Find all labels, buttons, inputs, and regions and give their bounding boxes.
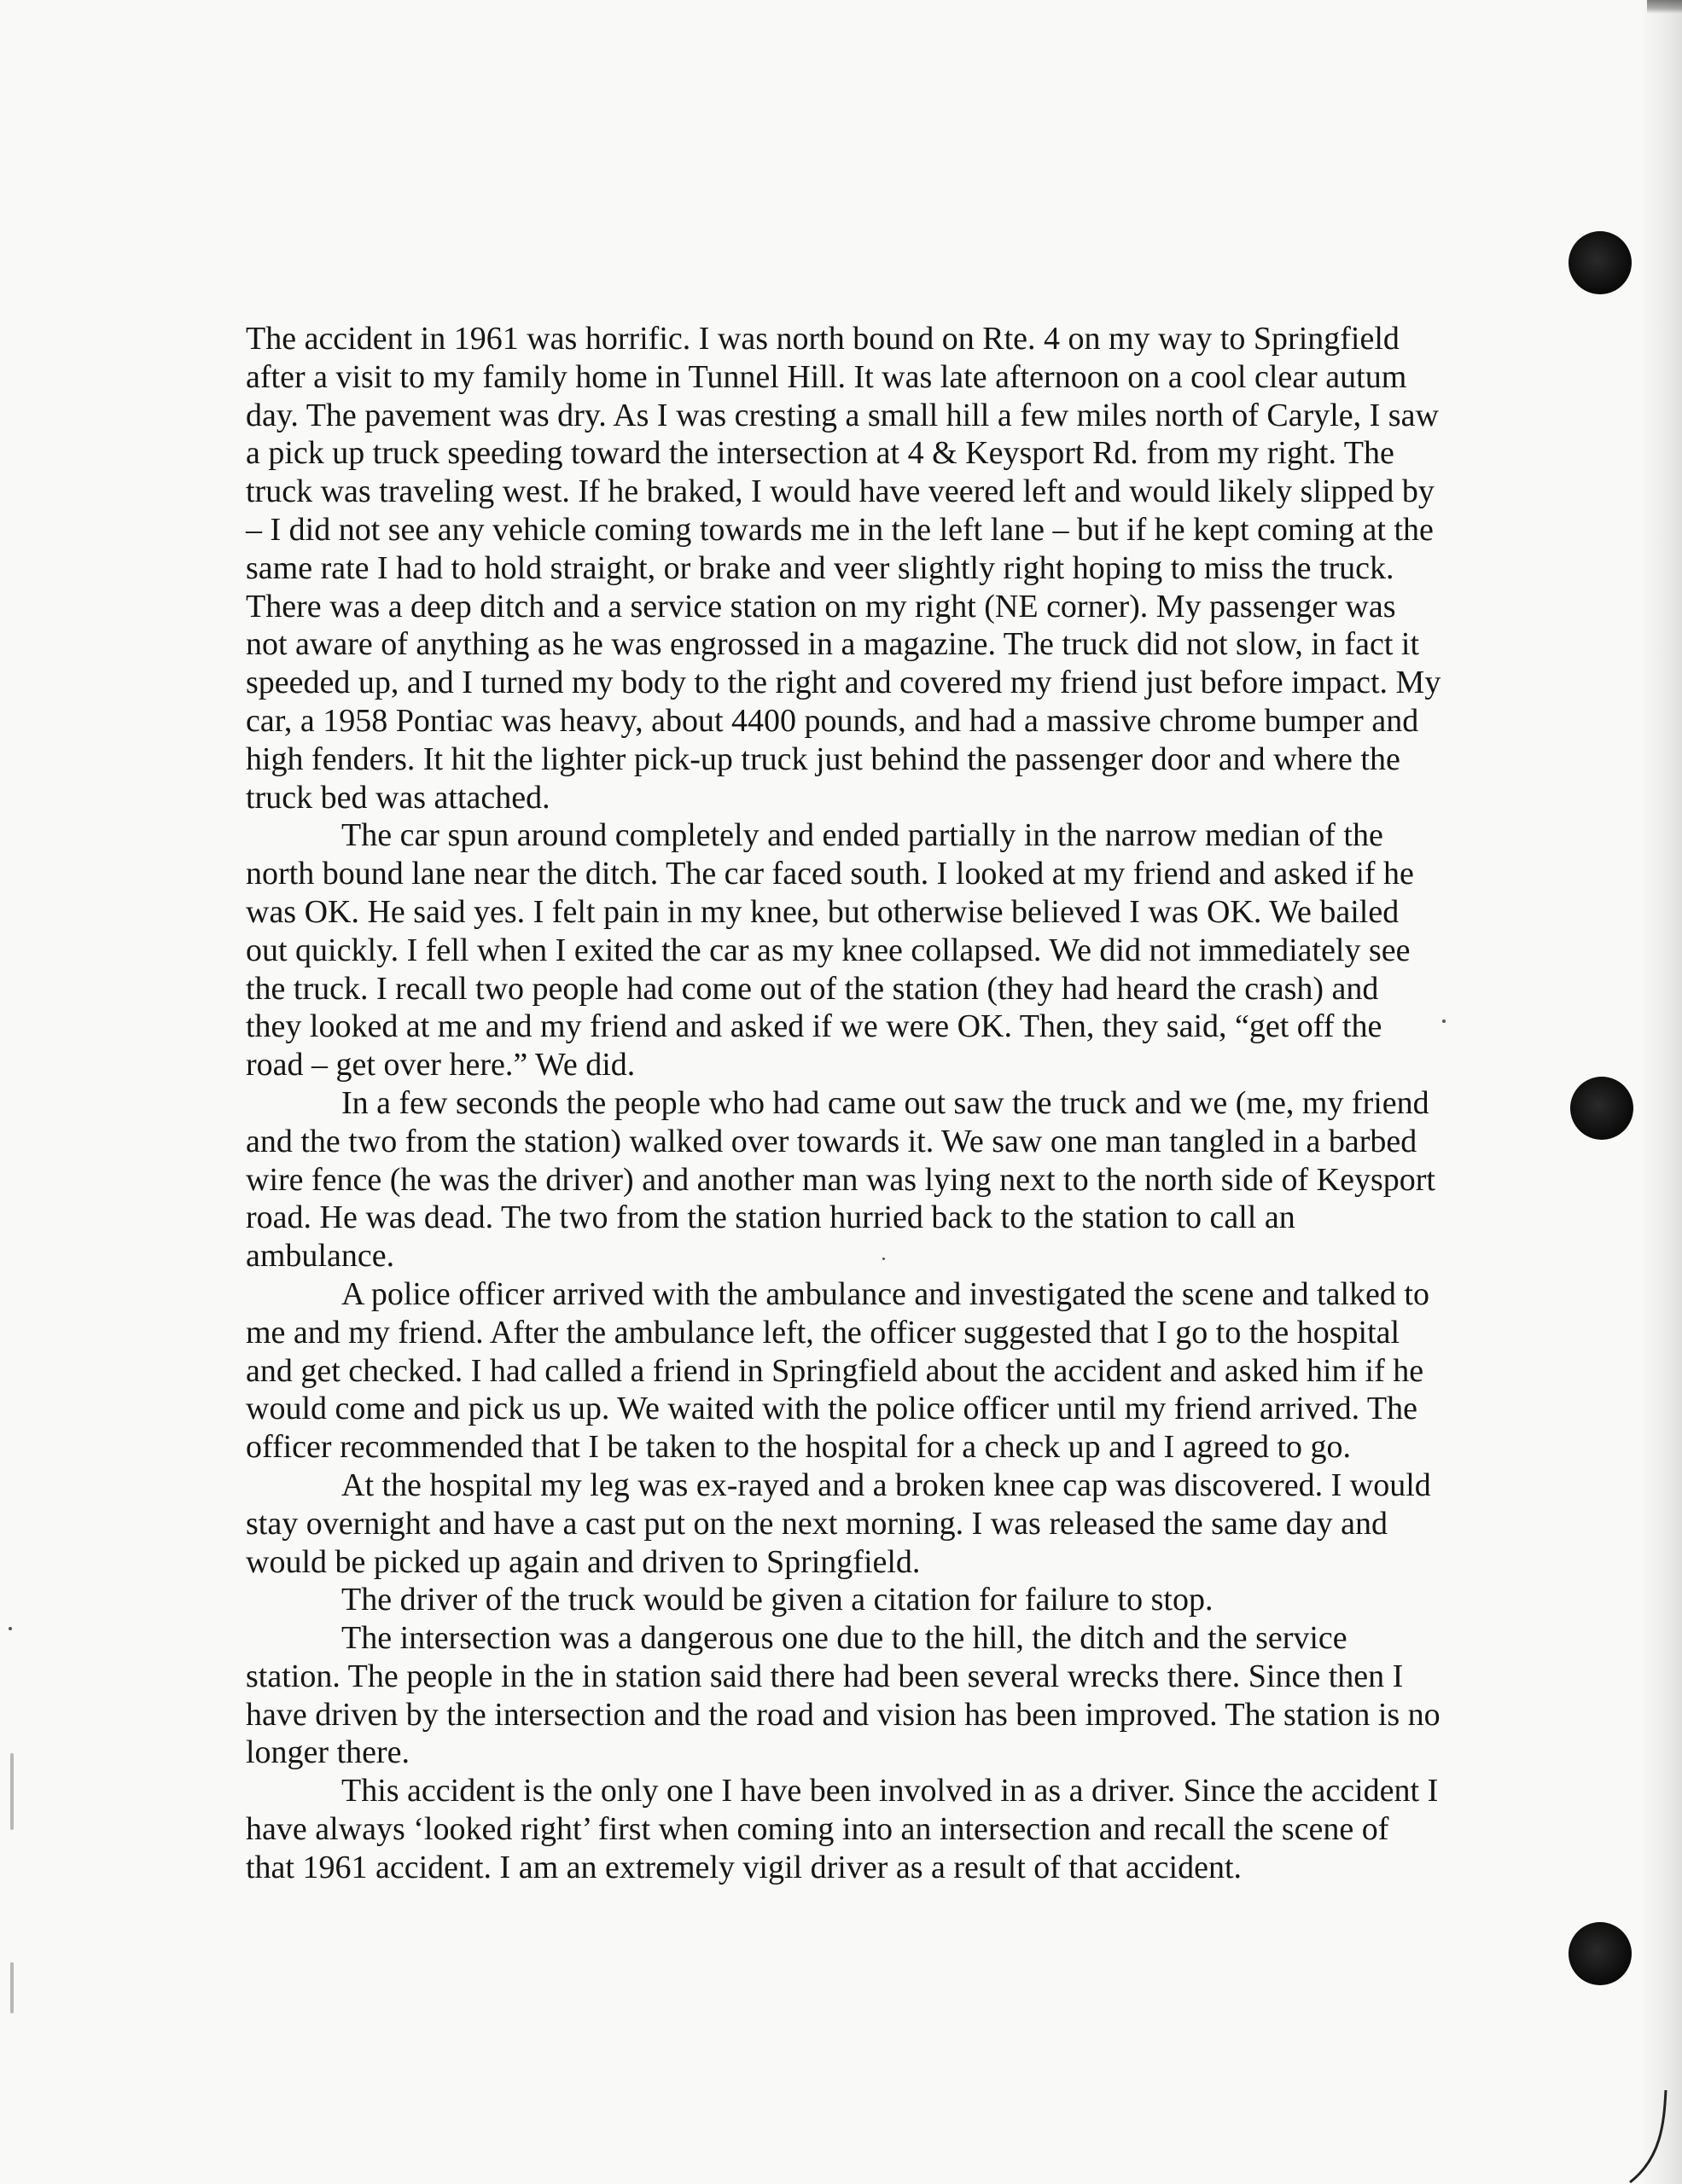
page-curl-mark bbox=[1621, 2090, 1673, 2184]
paragraph-8: This accident is the only one I have been involved in as a driver. Since the accident I have always ‘looked right’ first when coming into an intersection and recall the scene of that 1961 accident. I am an extremely vigil driver as a result of that accident. bbox=[246, 1773, 1439, 1885]
punch-hole-middle bbox=[1570, 1077, 1633, 1140]
punch-hole-top bbox=[1569, 231, 1632, 294]
paragraph-1: The accident in 1961 was horrific. I was north bound on Rte. 4 on my way to Springfield after a visit to my family home in Tunnel Hill. It was late afternoon on a cool clear autum day. The pavement was dry. As I was cresting a small hill a few miles north of Caryle, I saw a pick up truck speeding toward the intersection at 4 & Keysport Rd. from my right. The truck was traveling west. If he braked, I would have veered left and would likely slipped by – I did not see any vehicle coming towards me in the left lane – but if he kept coming at the same rate I had to hold straight, or brake and veer slightly right hoping to miss the truck. There was a deep ditch and a service station on my right (NE corner). My passenger was not aware of anything as he was engrossed in a magazine. The truck did not slow, in fact it speeded up, and I turned my body to the right and covered my friend just before impact. My car, a 1958 Pontiac was heavy, about 4400 pounds, and had a massive chrome bumper and high fenders. It hit the lighter pick-up truck just behind the passenger door and where the truck bed was attached. bbox=[246, 321, 1441, 816]
scan-speck bbox=[9, 1627, 12, 1630]
paragraph-6: The driver of the truck would be given a citation for failure to stop. bbox=[341, 1582, 1213, 1618]
document-body bbox=[246, 320, 1442, 1887]
paragraph-2: The car spun around completely and ended partially in the narrow median of the north bound lane near the ditch. The car faced south. I looked at my friend and asked if he was OK. He said yes. I felt pain in my knee, but otherwise believed I was OK. We bailed out quickly. I fell when I exited the car as my knee collapsed. We did not immediately see the truck. I recall two people had come out of the station (they had heard the crash) and they looked at me and my friend and asked if we were OK. Then, they said, “get off the road – get over here.” We did. bbox=[246, 817, 1414, 1083]
page-edge-shadow bbox=[1638, 0, 1682, 2184]
scan-speck bbox=[1442, 1019, 1446, 1023]
scan-edge-mark bbox=[10, 1962, 14, 2013]
paragraph-3: In a few seconds the people who had came out saw the truck and we (me, my friend and the two from the station) walked over towards it. We saw one man tangled in a barbed wire fence (he was the driver) and another man was lying next to the north side of Keysport road. He was dead. The two from the station hurried back to the station to call an ambulance. bbox=[246, 1084, 1435, 1275]
punch-hole-bottom bbox=[1569, 1922, 1632, 1985]
paragraph-7: The intersection was a dangerous one due to the hill, the ditch and the service station. The people in the in station said there had been several wrecks there. Since then I have driven by the intersection and the road and vision has been improved. The station is no longer there. bbox=[246, 1620, 1440, 1771]
paragraph-4: A police officer arrived with the ambulance and investigated the scene and talked to me and my friend. After the ambulance left, the officer suggested that I go to the hospital and get checked. I had called a friend in Springfield about the accident and asked him if he would come and pick us up. We waited with the police officer until my friend arrived. The officer recommended that I be taken to the hospital for a check up and I agreed to go. bbox=[246, 1275, 1429, 1466]
paragraph-5: At the hospital my leg was ex-rayed and a broken knee cap was discovered. I would stay overnight and have a cast put on the next morning. I was released the same day and would be picked up again and driven to Springfield. bbox=[246, 1467, 1431, 1580]
scan-edge-mark bbox=[10, 1753, 14, 1830]
